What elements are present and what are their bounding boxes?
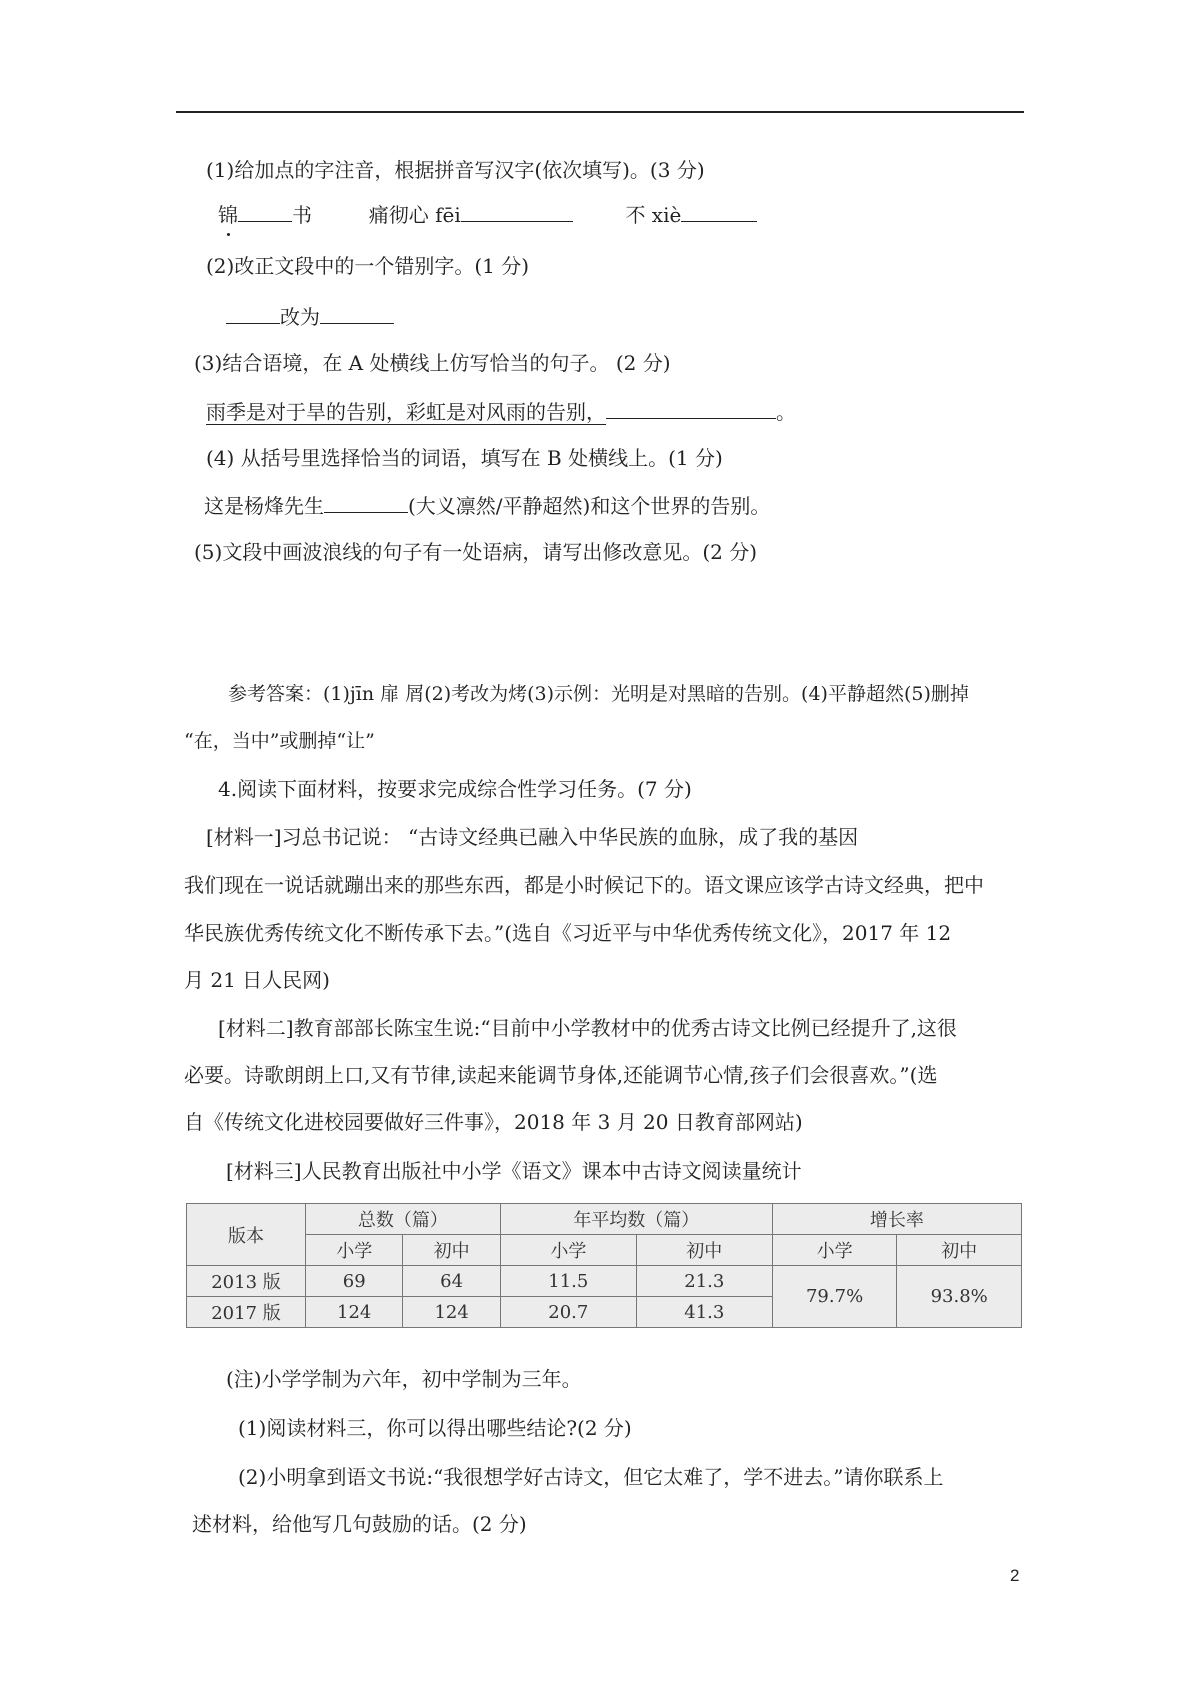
q3-sub1-items: [218, 201, 757, 228]
page-number: 2: [1010, 1566, 1020, 1585]
table-header-row: [187, 1204, 1022, 1235]
answer-line-1: 参考答案：(1)jīn 扉 屑(2)考改为烤(3)示例：光明是对黑暗的告别。(4)平静超然(5)删掉: [228, 683, 969, 705]
row-version: 2017 版: [187, 1297, 306, 1328]
item1-suffix: 书: [292, 203, 312, 227]
material1-line2: 我们现在一说话就蹦出来的那些东西，都是小时候记下的。语文课应该学古诗文经典，把中: [184, 873, 984, 897]
table-cell: 124: [403, 1297, 500, 1328]
table-note: (注)小学学制为六年，初中学制为三年。: [226, 1367, 582, 1391]
answer-blank: [238, 201, 292, 222]
table-cell: 41.3: [636, 1297, 772, 1328]
q4-title: 4.阅读下面材料，按要求完成综合性学习任务。(7 分): [218, 777, 692, 801]
material1-line3: 华民族优秀传统文化不断传承下去。”(选自《习近平与中华优秀传统文化》，2017 年 12: [184, 921, 952, 945]
material2-line1: [材料二]教育部部长陈宝生说:“目前中小学教材中的优秀古诗文比例已经提升了,这很: [218, 1016, 957, 1040]
q4-sub1: (1)阅读材料三，你可以得出哪些结论?(2 分): [238, 1416, 632, 1440]
material1-line4: 月 21 日人民网): [184, 968, 330, 992]
q3-sub2-answer: [226, 303, 394, 330]
table-cell: 20.7: [500, 1297, 636, 1328]
q4-sub2-line2: 述材料，给他写几句鼓励的话。(2 分): [192, 1512, 527, 1536]
answer-line-2: “在，当中”或删掉“让”: [184, 730, 375, 752]
header-growth: 增长率: [772, 1204, 1021, 1235]
answer-blank: [226, 303, 280, 324]
table-cell: 124: [306, 1297, 403, 1328]
q3-sub4-sentence: [204, 492, 770, 519]
table-cell: 69: [306, 1266, 403, 1297]
underlined-sentence: 雨季是对于旱的告别，彩虹是对风雨的告别，: [206, 400, 606, 424]
subheader-cell: 小学: [306, 1235, 403, 1266]
subheader-cell: 初中: [897, 1235, 1022, 1266]
growth-junior: 93.8%: [897, 1266, 1022, 1328]
q3-sub2-prompt: (2)改正文段中的一个错别字。(1 分): [206, 254, 530, 278]
table-cell: 64: [403, 1266, 500, 1297]
header-total: 总数（篇）: [306, 1204, 501, 1235]
sentence-after: (大义凛然/平静超然)和这个世界的告别。: [408, 494, 771, 518]
answer-blank: [320, 303, 394, 324]
q3-sub3-sentence: [206, 398, 796, 425]
statistics-table: [186, 1203, 1022, 1328]
table-cell: 21.3: [636, 1266, 772, 1297]
q3-sub4-prompt: (4) 从括号里选择恰当的词语，填写在 B 处横线上。(1 分): [206, 446, 723, 470]
header-version: 版本: [187, 1204, 306, 1266]
growth-primary: 79.7%: [772, 1266, 897, 1328]
answer-blank: [681, 201, 757, 222]
subheader-cell: 小学: [500, 1235, 636, 1266]
material2-line2: 必要。诗歌朗朗上口,又有节律,读起来能调节身体,还能调节心情,孩子们会很喜欢。”(选: [184, 1063, 938, 1087]
change-to-label: 改为: [280, 305, 320, 329]
table-cell: 11.5: [500, 1266, 636, 1297]
q4-sub2-line1: (2)小明拿到语文书说:“我很想学好古诗文，但它太难了，学不进去。”请你联系上: [238, 1465, 944, 1489]
material3-title: [材料三]人民教育出版社中小学《语文》课本中古诗文阅读量统计: [226, 1159, 802, 1183]
sentence-before: 这是杨烽先生: [204, 494, 324, 518]
q3-sub5-prompt: (5)文段中画波浪线的句子有一处语病，请写出修改意见。(2 分): [194, 540, 758, 564]
subheader-cell: 初中: [636, 1235, 772, 1266]
subheader-cell: 小学: [772, 1235, 897, 1266]
item3-text: 不 xiè: [625, 203, 682, 227]
subheader-cell: 初中: [403, 1235, 500, 1266]
material1-line1: [材料一]习总书记说： “古诗文经典已融入中华民族的血脉，成了我的基因: [206, 825, 859, 849]
material2-line3: 自《传统文化进校园要做好三件事》，2018 年 3 月 20 日教育部网站): [184, 1110, 803, 1134]
answer-blank: [461, 201, 573, 222]
table-row: [187, 1266, 1022, 1297]
answer-blank: [324, 492, 408, 513]
row-version: 2013 版: [187, 1266, 306, 1297]
header-rule: [176, 111, 1024, 113]
dotted-char: 锦: [218, 203, 238, 227]
q3-sub3-prompt: (3)结合语境，在 A 处横线上仿写恰当的句子。 (2 分): [194, 351, 671, 375]
item2-text: 痛彻心 fēi: [368, 203, 461, 227]
sentence-end: 。: [776, 400, 796, 424]
table-subheader-row: [187, 1235, 1022, 1266]
q3-sub1-prompt: (1)给加点的字注音，根据拼音写汉字(依次填写)。(3 分): [206, 158, 705, 182]
header-average: 年平均数（篇）: [500, 1204, 772, 1235]
answer-blank: [606, 398, 776, 419]
